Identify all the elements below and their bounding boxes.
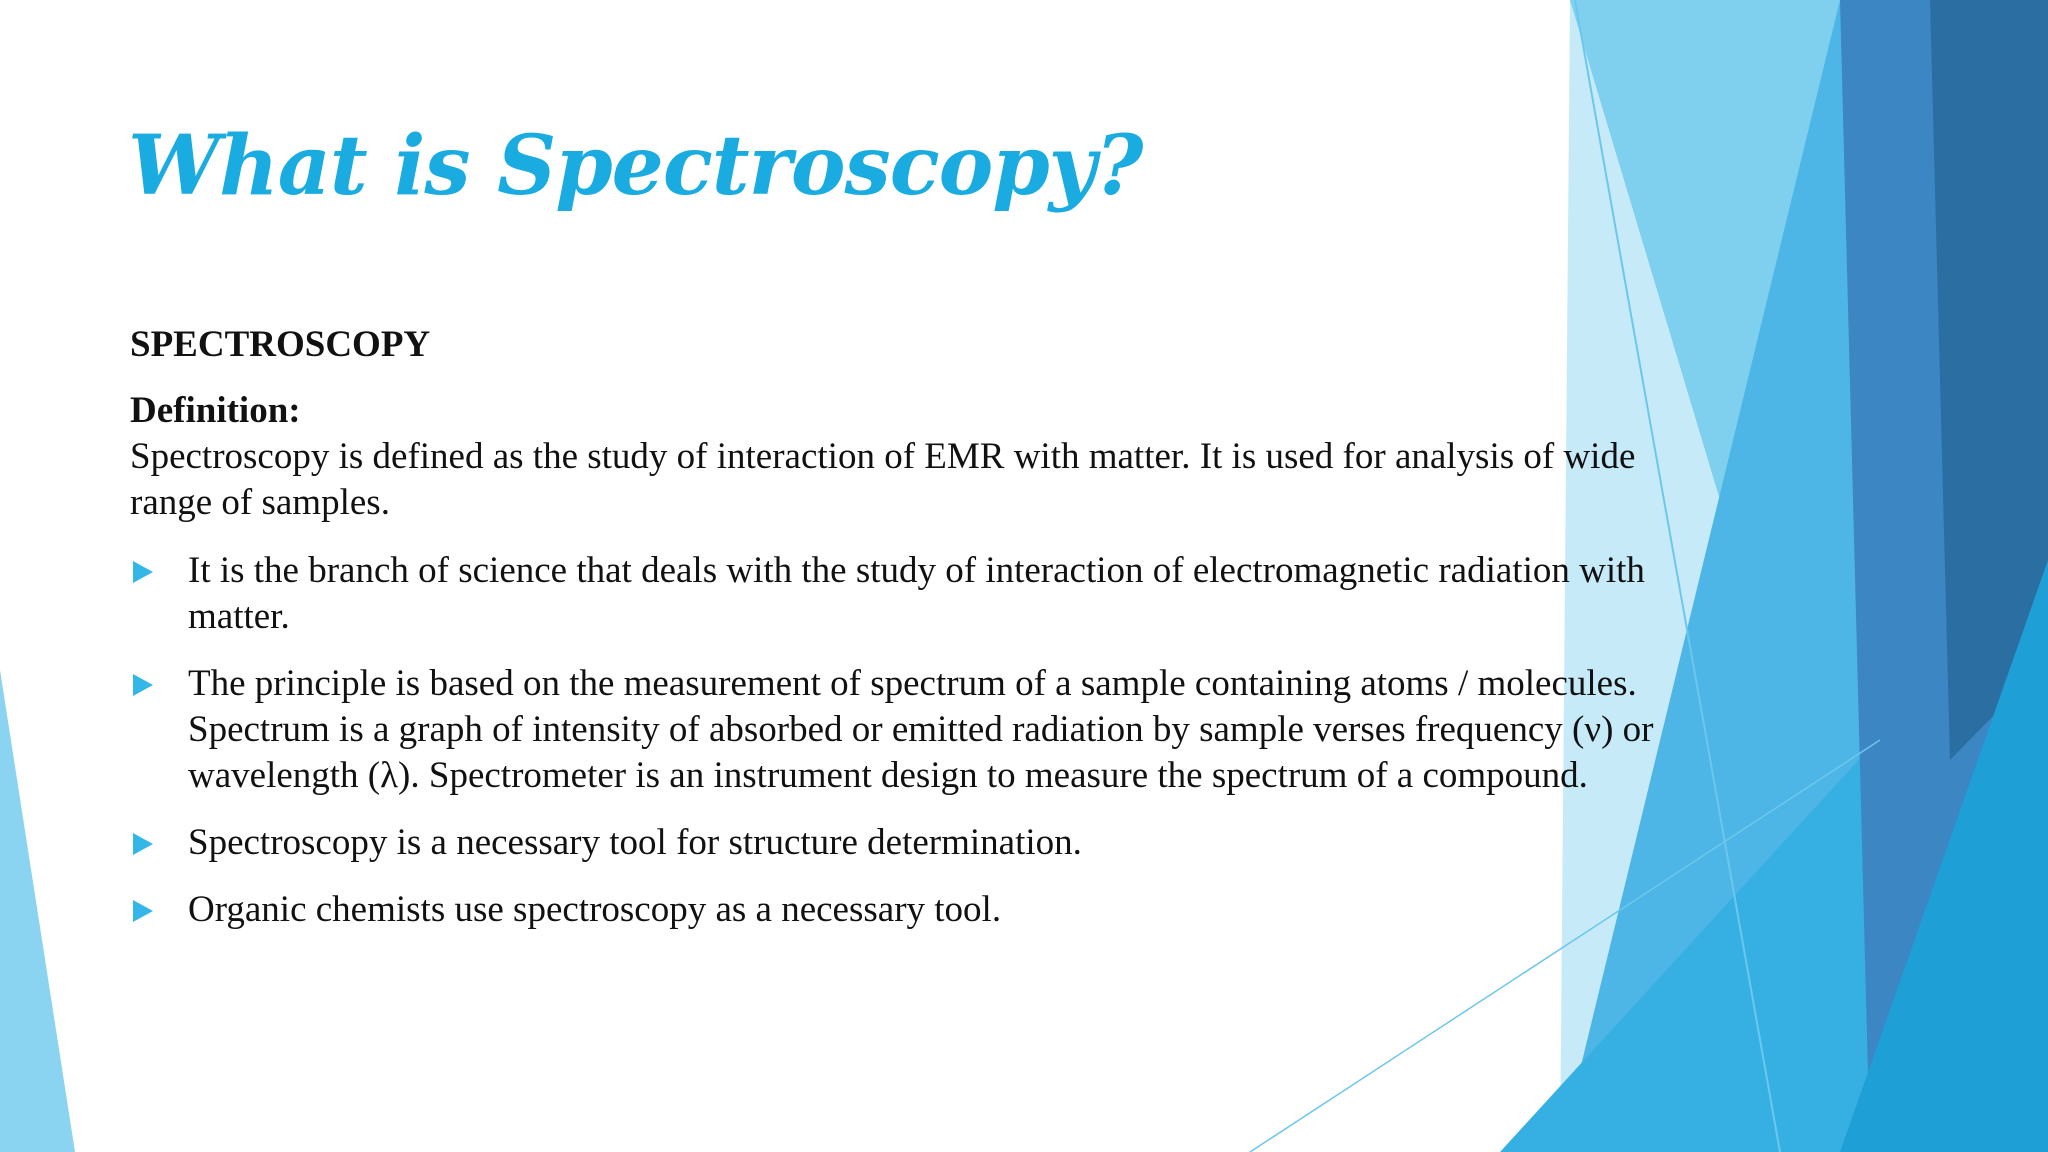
bullet-list [130,548,1710,933]
bullet-text: Organic chemists use spectroscopy as a necessary tool. [188,889,1002,930]
bullet-text: The principle is based on the measurement of spectrum of a sample containing atoms / molecules. Spectrum is a graph of intensity of absorbed or emitted radiation by sample verses frequency (ν) or wavelength (λ). Spectrometer is an instrument design to measure the spectrum of a compound. [188,663,1654,796]
slide-title: What is Spectroscopy? [128,118,1143,214]
bullet-text: It is the branch of science that deals with the study of interaction of electromagnetic radiation with matter. [188,550,1645,637]
left-accent-shape [0,670,75,1152]
definition-label: Definition: [130,390,301,431]
triangle-right-icon [133,561,153,583]
slide-content [130,322,1710,954]
triangle-right-icon [133,900,153,922]
section-heading: SPECTROSCOPY [130,324,431,365]
bullet-text: Spectroscopy is a necessary tool for structure determination. [188,822,1082,863]
triangle-right-icon [133,674,153,696]
definition-text: Spectroscopy is defined as the study of interaction of EMR with matter. It is used for analysis of wide range of samples. [130,436,1636,523]
triangle-right-icon [133,833,153,855]
list-item [130,661,1710,799]
list-item [130,548,1710,640]
list-item [130,887,1710,933]
list-item [130,820,1710,866]
